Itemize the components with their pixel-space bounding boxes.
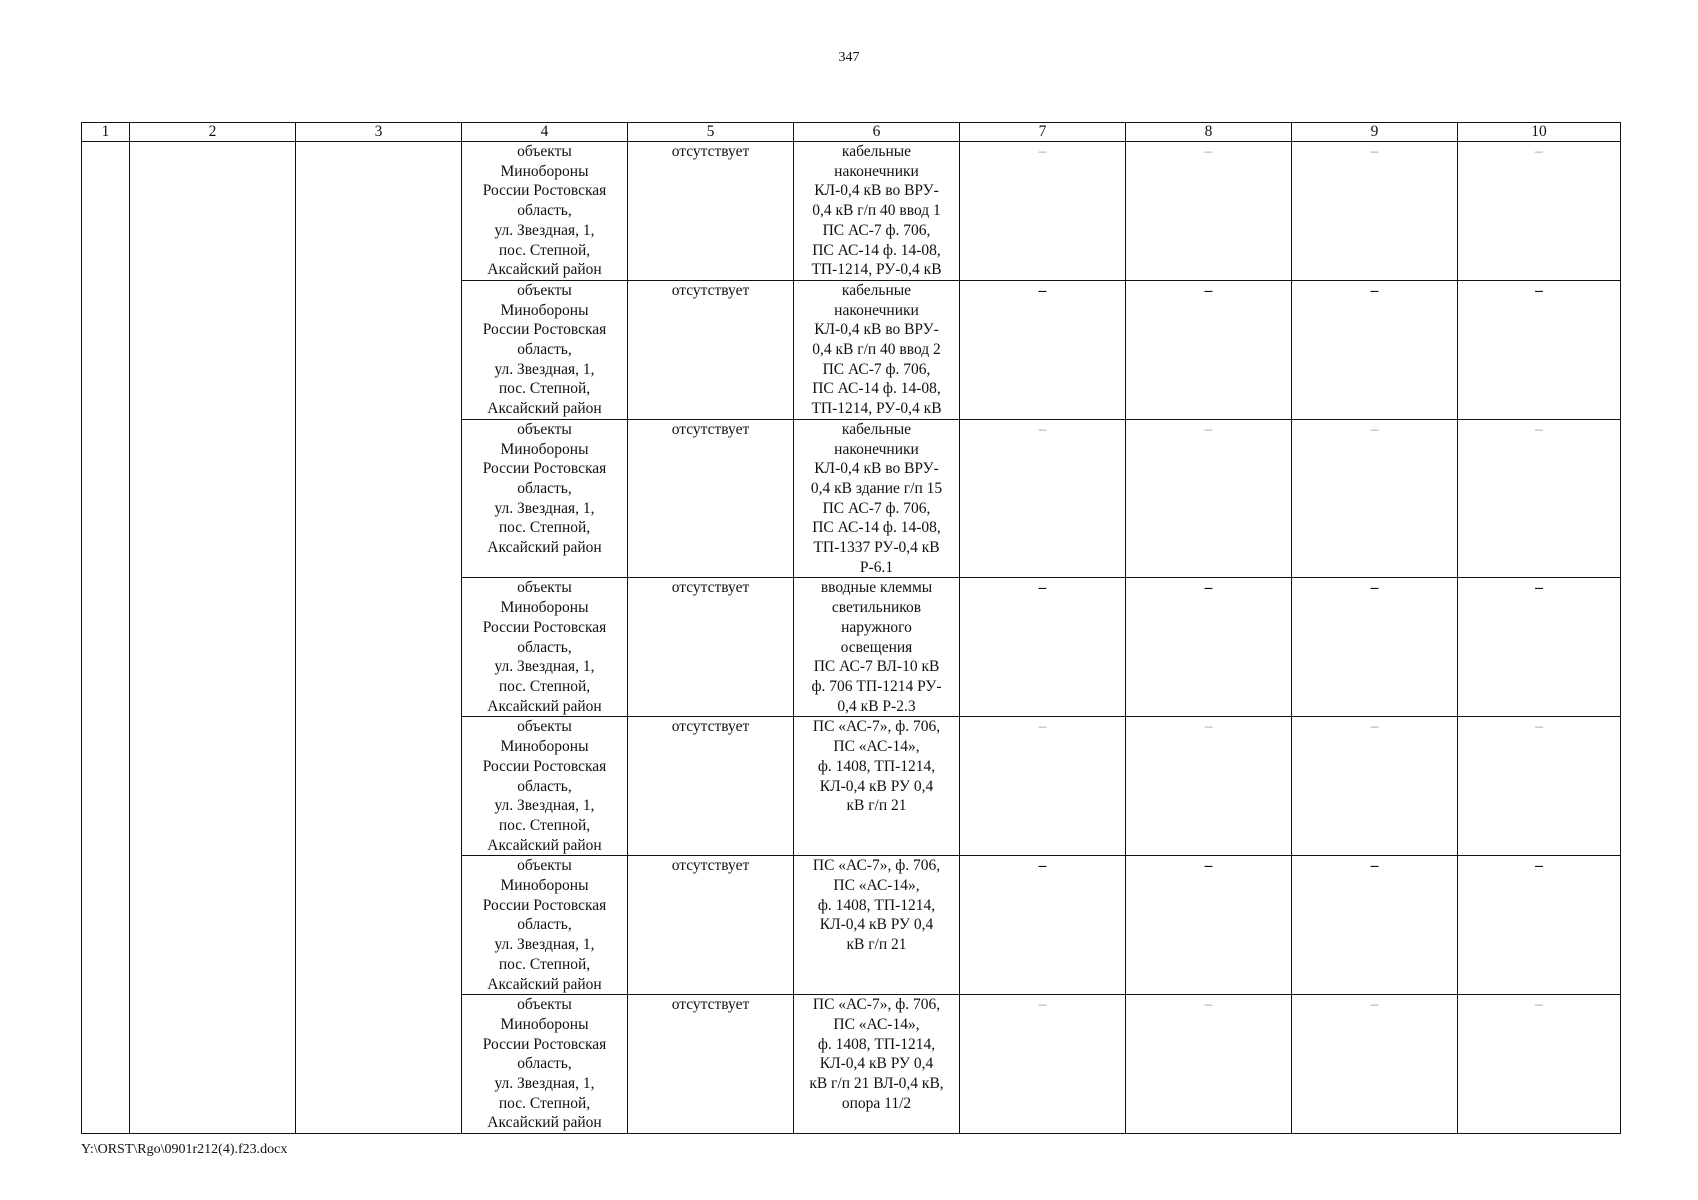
cell-dash: – (1292, 142, 1458, 281)
cell-location: объекты Минобороны России Ростовская область, ул. Звездная, 1, пос. Степной, Аксайский район (462, 142, 628, 281)
cell-dash: – (1126, 419, 1292, 578)
cell-dash: – (960, 995, 1126, 1134)
cell-status: отсутствует (628, 142, 794, 281)
column-header: 6 (794, 123, 960, 142)
cell-dash: – (1126, 717, 1292, 856)
cell-status: отсутствует (628, 717, 794, 856)
cell-dash: – (1458, 280, 1621, 419)
cell-equipment: кабельные наконечники КЛ-0,4 кВ во ВРУ- 0,4 кВ г/п 40 ввод 2 ПС АС-7 ф. 706, ПС АС-14 ф. 14-08, ТП-1214, РУ-0,4 кВ (794, 280, 960, 419)
column-header: 8 (1126, 123, 1292, 142)
cell-dash: – (1292, 717, 1458, 856)
cell-dash: – (1292, 419, 1458, 578)
cell-equipment: ПС «АС-7», ф. 706, ПС «АС-14», ф. 1408, ТП-1214, КЛ-0,4 кВ РУ 0,4 кВ г/п 21 (794, 717, 960, 856)
cell-location: объекты Минобороны России Ростовская область, ул. Звездная, 1, пос. Степной, Аксайский район (462, 280, 628, 419)
cell-status: отсутствует (628, 995, 794, 1134)
cell-dash: – (1126, 142, 1292, 281)
cell-dash: – (1126, 995, 1292, 1134)
cell-dash: – (960, 280, 1126, 419)
cell-dash: – (1126, 578, 1292, 717)
document-table (81, 122, 1621, 1134)
column-header: 5 (628, 123, 794, 142)
cell-dash: – (960, 419, 1126, 578)
cell-location: объекты Минобороны России Ростовская область, ул. Звездная, 1, пос. Степной, Аксайский район (462, 578, 628, 717)
cell-equipment: вводные клеммы светильников наружного освещения ПС АС-7 ВЛ-10 кВ ф. 706 ТП-1214 РУ- 0,4 кВ Р-2.3 (794, 578, 960, 717)
column-header: 10 (1458, 123, 1621, 142)
cell-dash: – (1458, 995, 1621, 1134)
footer-file-path: Y:\ORST\Rgo\0901r212(4).f23.docx (81, 1142, 288, 1157)
cell-dash: – (1458, 578, 1621, 717)
table-header-row (82, 123, 1621, 142)
cell-dash: – (1292, 856, 1458, 995)
cell-status: отсутствует (628, 419, 794, 578)
cell-dash: – (960, 142, 1126, 281)
table-row (82, 142, 1621, 281)
cell-dash: – (1126, 856, 1292, 995)
cell-equipment: кабельные наконечники КЛ-0,4 кВ во ВРУ- 0,4 кВ г/п 40 ввод 1 ПС АС-7 ф. 706, ПС АС-14 ф. 14-08, ТП-1214, РУ-0,4 кВ (794, 142, 960, 281)
cell-dash: – (1292, 280, 1458, 419)
cell-dash: – (1126, 280, 1292, 419)
column-header: 1 (82, 123, 130, 142)
cell-location: объекты Минобороны России Ростовская область, ул. Звездная, 1, пос. Степной, Аксайский район (462, 717, 628, 856)
cell-dash: – (1292, 995, 1458, 1134)
cell-location: объекты Минобороны России Ростовская область, ул. Звездная, 1, пос. Степной, Аксайский район (462, 856, 628, 995)
cell-dash: – (960, 856, 1126, 995)
cell-col2-merged (130, 142, 296, 1134)
column-header: 4 (462, 123, 628, 142)
cell-location: объекты Минобороны России Ростовская область, ул. Звездная, 1, пос. Степной, Аксайский район (462, 995, 628, 1134)
cell-status: отсутствует (628, 578, 794, 717)
column-header: 9 (1292, 123, 1458, 142)
cell-equipment: кабельные наконечники КЛ-0,4 кВ во ВРУ- 0,4 кВ здание г/п 15 ПС АС-7 ф. 706, ПС АС-14 ф. 14-08, ТП-1337 РУ-0,4 кВ Р-6.1 (794, 419, 960, 578)
cell-dash: – (960, 578, 1126, 717)
cell-equipment: ПС «АС-7», ф. 706, ПС «АС-14», ф. 1408, ТП-1214, КЛ-0,4 кВ РУ 0,4 кВ г/п 21 ВЛ-0,4 кВ, опора 11/2 (794, 995, 960, 1134)
cell-dash: – (1458, 419, 1621, 578)
cell-status: отсутствует (628, 280, 794, 419)
cell-dash: – (1458, 142, 1621, 281)
cell-col3-merged (296, 142, 462, 1134)
cell-status: отсутствует (628, 856, 794, 995)
page-number: 347 (838, 50, 860, 65)
cell-dash: – (1292, 578, 1458, 717)
cell-location: объекты Минобороны России Ростовская область, ул. Звездная, 1, пос. Степной, Аксайский район (462, 419, 628, 578)
column-header: 2 (130, 123, 296, 142)
column-header: 3 (296, 123, 462, 142)
column-header: 7 (960, 123, 1126, 142)
cell-dash: – (1458, 717, 1621, 856)
cell-col1-merged (82, 142, 130, 1134)
cell-dash: – (1458, 856, 1621, 995)
cell-equipment: ПС «АС-7», ф. 706, ПС «АС-14», ф. 1408, ТП-1214, КЛ-0,4 кВ РУ 0,4 кВ г/п 21 (794, 856, 960, 995)
cell-dash: – (960, 717, 1126, 856)
